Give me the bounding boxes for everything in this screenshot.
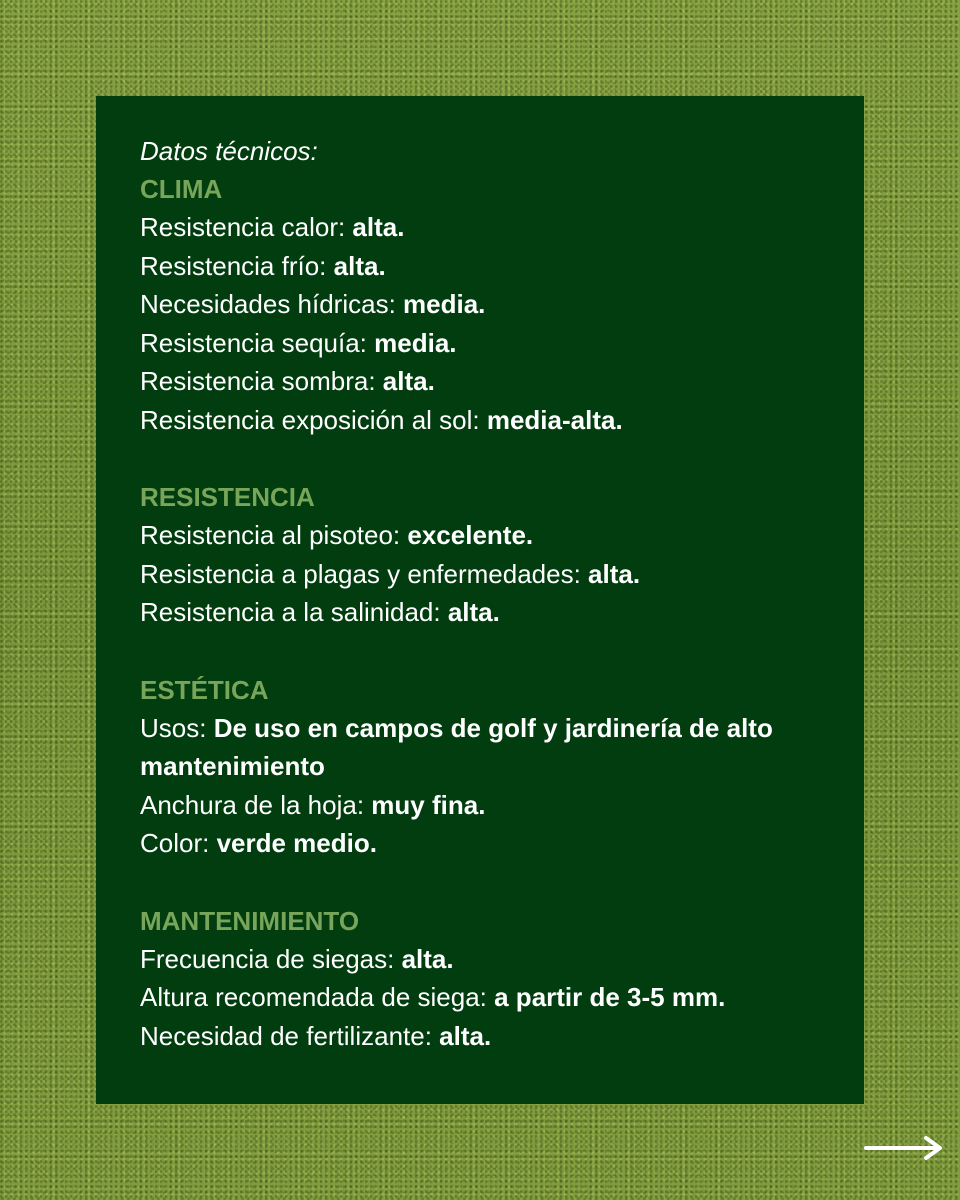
spec-row (140, 978, 820, 1017)
spec-value: muy fina. (371, 789, 486, 820)
section-title: RESISTENCIA (140, 482, 315, 512)
spec-value: media-alta. (486, 404, 623, 435)
section-title: MANTENIMIENTO (140, 905, 360, 936)
spec-label: Resistencia exposición al sol: (140, 404, 487, 435)
spec-value: excelente. (407, 520, 534, 550)
spec-value: media. (374, 327, 457, 358)
spec-label: Color: (140, 828, 217, 858)
spec-row (140, 208, 820, 247)
spec-row (140, 362, 820, 401)
section-estetica (140, 671, 820, 863)
section-title: ESTÉTICA (140, 674, 269, 705)
spec-value: alta. (588, 558, 641, 589)
section-mantenimiento (140, 902, 820, 1056)
spec-row (140, 824, 820, 863)
spec-value: De uso en campos de golf y jardinería de alto mantenimiento (140, 712, 773, 781)
spec-row (140, 1017, 820, 1056)
info-card (96, 96, 864, 1104)
spec-label: Altura recomendada de siega: (140, 982, 495, 1012)
spec-row (140, 940, 820, 979)
spec-label: Resistencia frío: (140, 250, 334, 281)
intro-text: Datos técnicos: (140, 136, 318, 166)
spec-row (140, 285, 820, 324)
spec-label: Necesidad de fertilizante: (140, 1020, 440, 1051)
spec-row (140, 401, 820, 440)
spec-value: a partir de 3-5 mm. (494, 982, 726, 1012)
spec-value: verde medio. (216, 828, 377, 858)
spec-value: media. (403, 289, 486, 319)
arrow-right-icon[interactable] (864, 1134, 944, 1162)
spec-row (140, 324, 820, 363)
spec-label: Resistencia al pisoteo: (140, 520, 408, 550)
spec-value: alta. (352, 212, 405, 242)
spec-label: Usos: (140, 712, 214, 743)
spec-row (140, 516, 820, 555)
spec-value: alta. (447, 597, 500, 627)
spec-value: alta. (401, 943, 454, 974)
spec-row (140, 593, 820, 632)
spec-row (140, 555, 820, 594)
spec-label: Resistencia sombra: (140, 366, 383, 396)
section-clima (140, 170, 820, 439)
spec-label: Necesidades hídricas: (140, 289, 404, 319)
spec-row (140, 247, 820, 286)
spec-label: Resistencia calor: (140, 212, 353, 242)
spec-label: Resistencia sequía: (140, 327, 375, 358)
spec-value: alta. (333, 250, 386, 281)
spec-label: Anchura de la hoja: (140, 789, 372, 820)
section-resistencia (140, 478, 820, 632)
section-title: CLIMA (140, 174, 223, 204)
spec-label: Resistencia a plagas y enfermedades: (140, 558, 589, 589)
spec-value: alta. (439, 1020, 492, 1051)
spec-label: Resistencia a la salinidad: (140, 597, 448, 627)
spec-value: alta. (382, 366, 435, 396)
spec-label: Frecuencia de siegas: (140, 943, 402, 974)
spec-row (140, 786, 820, 825)
spec-row (140, 709, 820, 786)
